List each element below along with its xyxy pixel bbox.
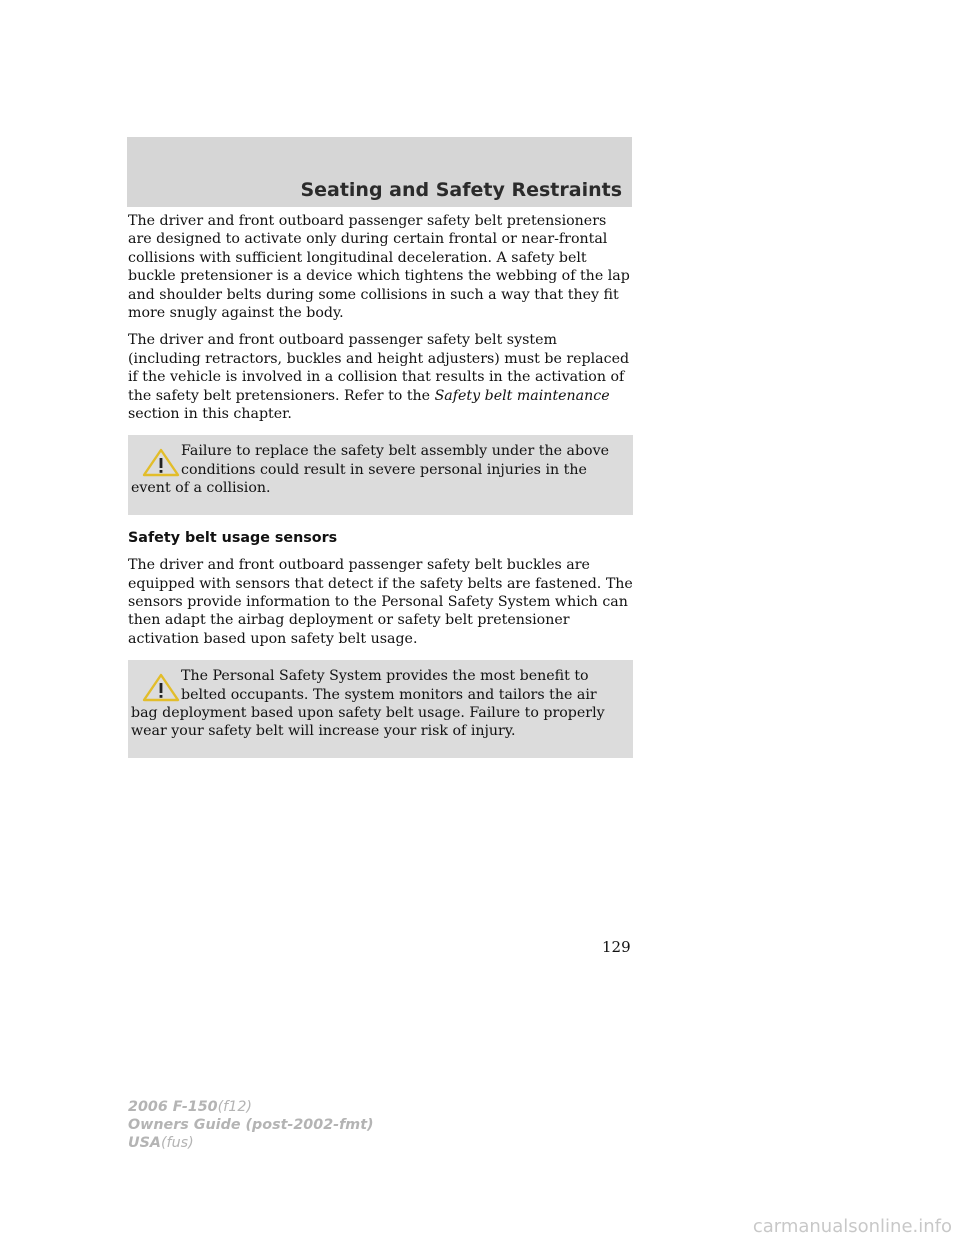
- footer-line-model: [128, 1098, 374, 1116]
- subheading-usage-sensors: Safety belt usage sensors: [128, 529, 338, 546]
- paragraph-pretensioners: The driver and front outboard passenger safety belt pretensioners are designed to activate only during certain frontal or near-frontal collisions with sufficient longitudinal deceleration. A safety belt buckle pretensioner is a device which tightens the webbing of the lap and shoulder belts during some collisions in such a way that they fit more snugly against the body.: [128, 213, 630, 322]
- safety-belt-maintenance-reference: Safety belt maintenance: [434, 387, 610, 404]
- warning-box: [128, 660, 633, 758]
- paragraph-usage-sensors: The driver and front outboard passenger safety belt buckles are equipped with sensors that detect if the safety belts are fastened. The sensors provide information to the Personal Safety System which can then adapt the airbag deployment or safety belt pretensioner activation based upon safety belt usage.: [128, 557, 633, 647]
- paragraph-replacement-text-end: section in this chapter.: [128, 406, 292, 423]
- page-content: [128, 212, 633, 772]
- header-band: [127, 137, 632, 207]
- warning-triangle-icon: [141, 673, 181, 703]
- watermark: carmanualsonline.info: [752, 1216, 952, 1237]
- footer-model-code: (f12): [217, 1099, 252, 1115]
- section-title: Seating and Safety Restraints: [300, 179, 622, 201]
- document-footer: [128, 1098, 374, 1152]
- footer-line-market: [128, 1134, 374, 1152]
- paragraph-replacement: [128, 331, 633, 423]
- warning-text: Failure to replace the safety belt assembly under the above conditions could result in severe personal injuries in the event of a collision.: [131, 443, 609, 497]
- footer-model: 2006 F-150: [128, 1099, 218, 1115]
- warning-text: The Personal Safety System provides the most benefit to belted occupants. The system monitors and tailors the air bag deployment based upon safety belt usage. Failure to properly wear your safety belt will increase your risk of injury.: [131, 668, 605, 740]
- warning-triangle-icon: [141, 448, 181, 478]
- footer-market-code: (fus): [160, 1135, 194, 1151]
- footer-guide-title: Owners Guide (post-2002-fmt): [128, 1117, 374, 1133]
- footer-market: USA: [128, 1135, 161, 1151]
- warning-box: [128, 435, 633, 514]
- paragraph-replacement-text: The driver and front outboard passenger safety belt system (including retractors, buckles and height adjusters) must be replaced if the vehicle is involved in a collision that results in the activation of the safety belt pretensioners. Refer to the: [128, 332, 630, 404]
- page-number: 129: [602, 938, 631, 956]
